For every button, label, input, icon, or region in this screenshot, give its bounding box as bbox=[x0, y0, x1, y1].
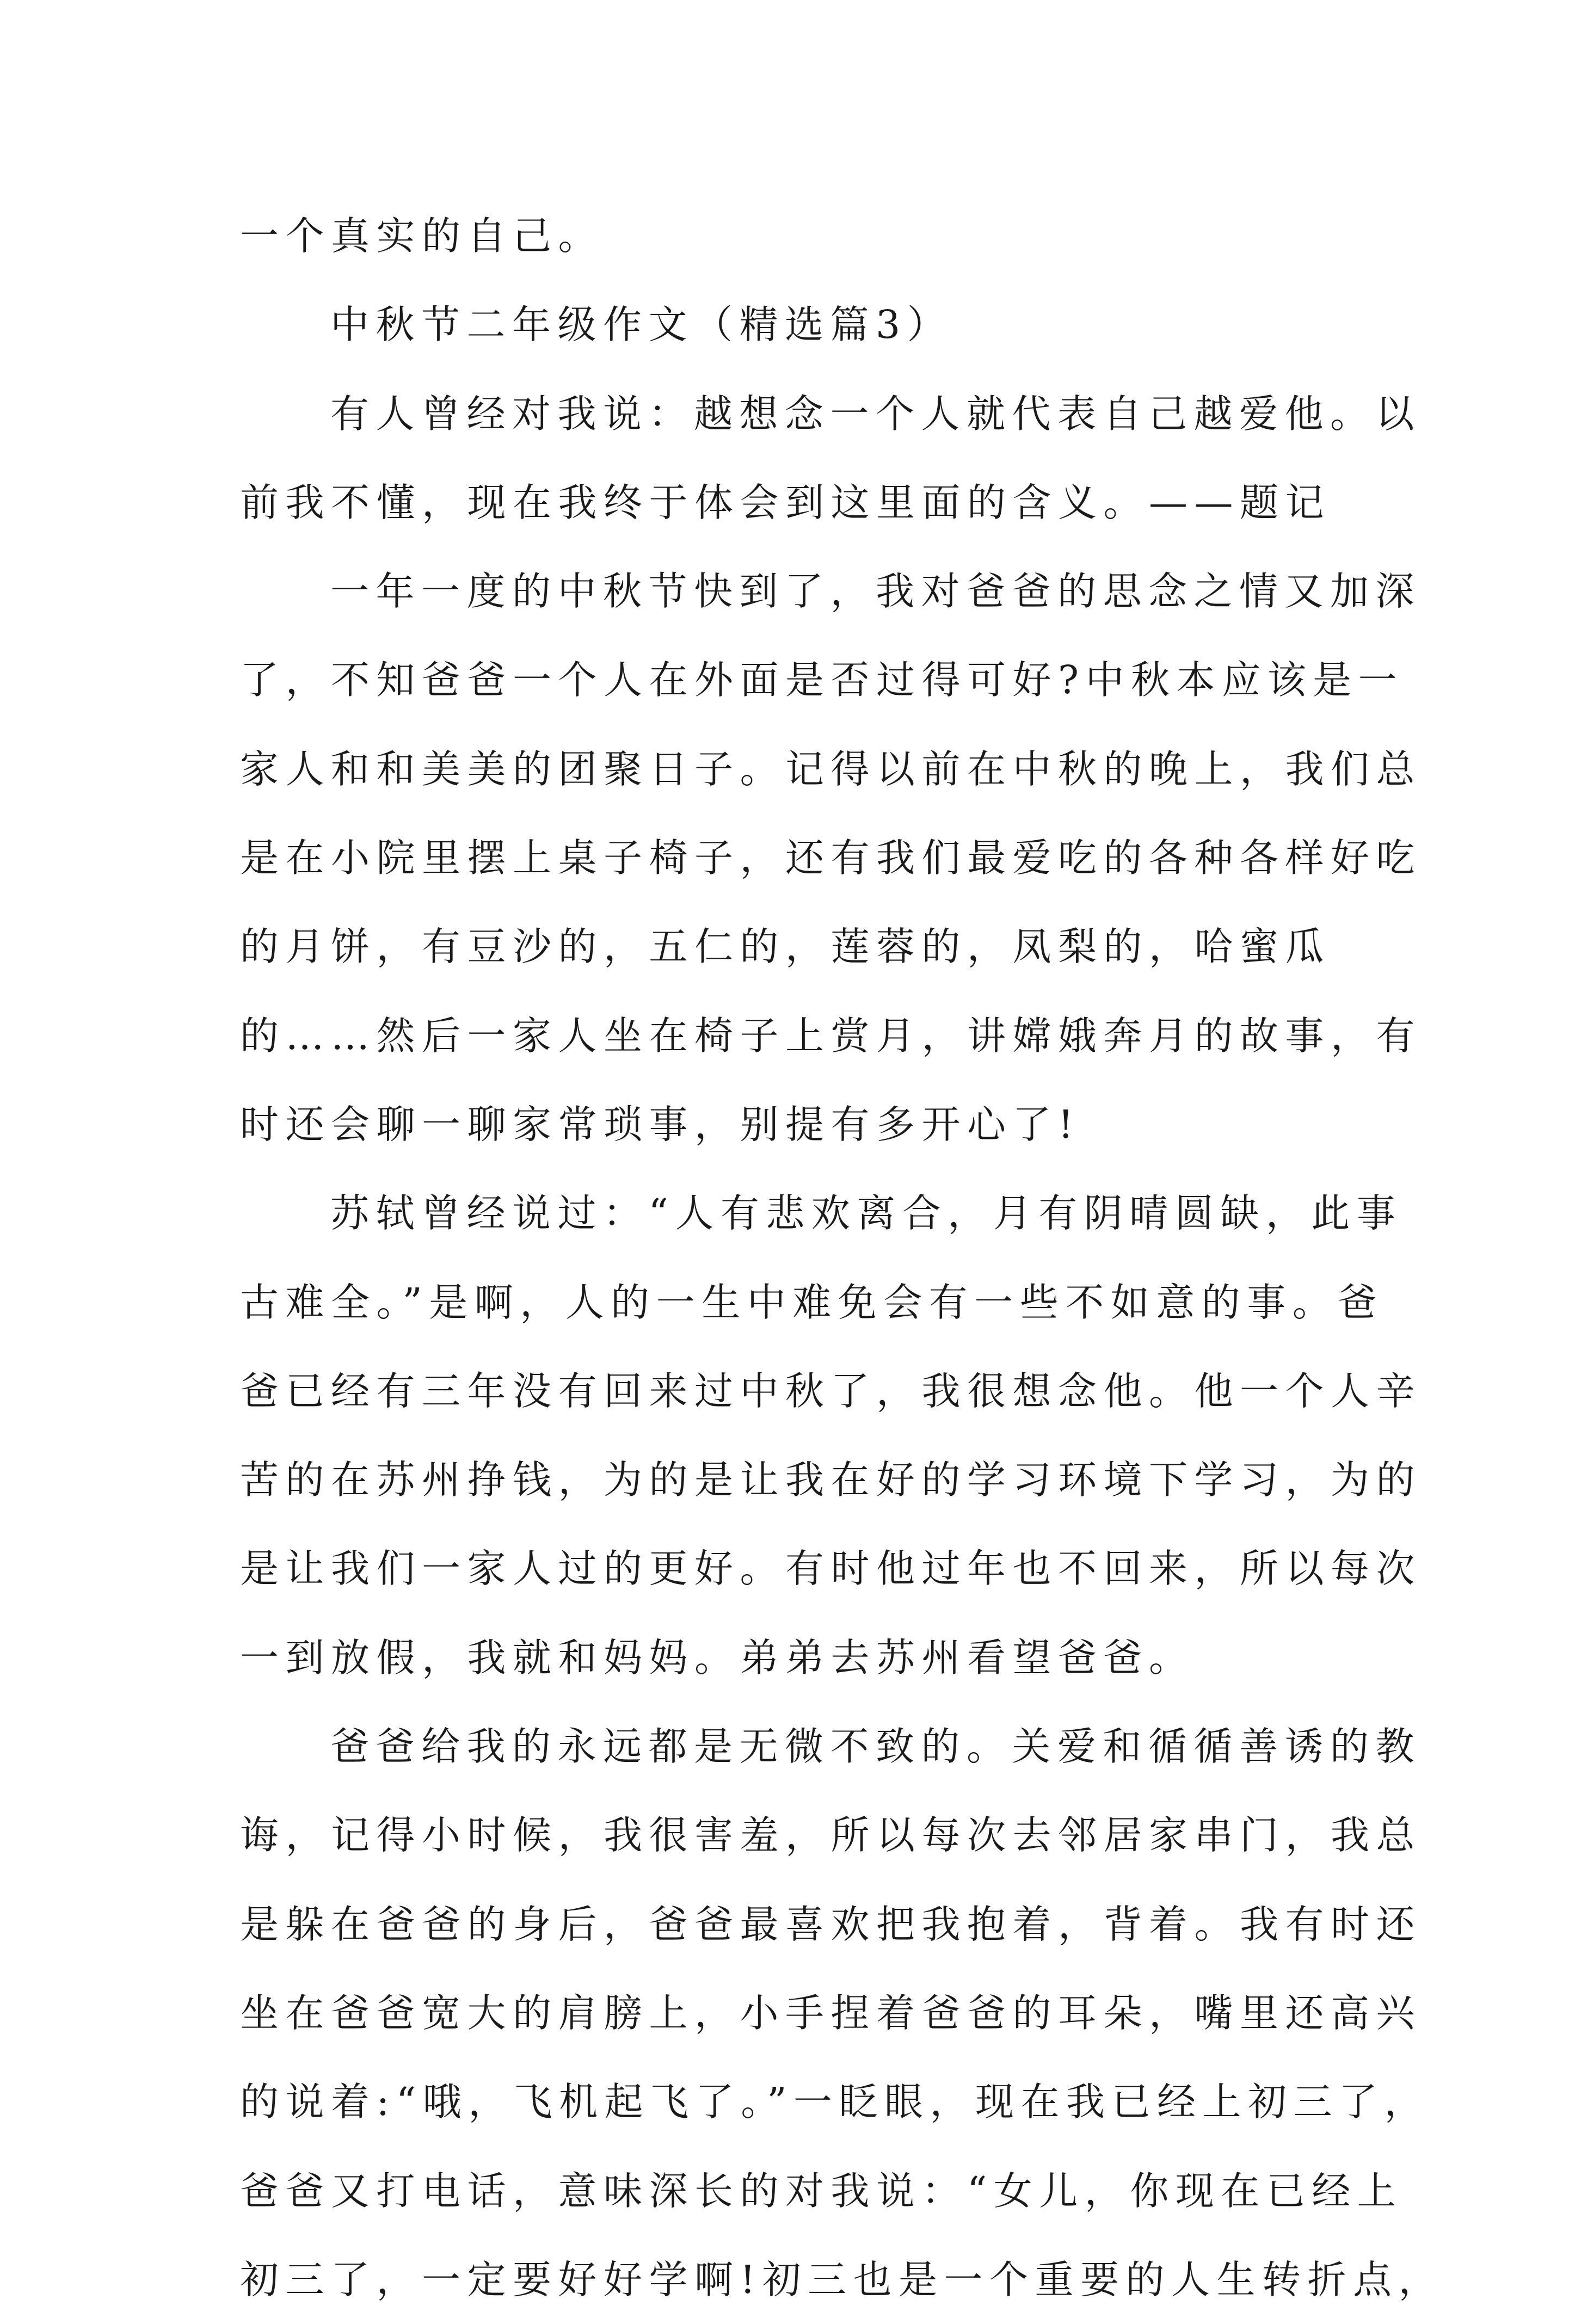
text-line: 苦的在苏州挣钱，为的是让我在好的学习环境下学习，为的 bbox=[240, 1457, 1422, 1503]
text-line: 一年一度的中秋节快到了，我对爸爸的思念之情又加深 bbox=[330, 569, 1422, 614]
section-heading: 中秋节二年级作文（精选篇3） bbox=[330, 302, 953, 348]
text-line: 诲，记得小时候，我很害羞，所以每次去邻居家串门，我总 bbox=[240, 1813, 1422, 1858]
text-line: 有人曾经对我说：越想念一个人就代表自己越爱他。以 bbox=[330, 391, 1422, 436]
text-line: 是让我们一家人过的更好。有时他过年也不回来，所以每次 bbox=[240, 1546, 1422, 1592]
text-line: 初三了，一定要好好学啊!初三也是一个重要的人生转折点， bbox=[240, 2257, 1444, 2302]
text-line: 前我不懂，现在我终于体会到这里面的含义。——题记 bbox=[240, 479, 1331, 525]
text-line: 家人和和美美的团聚日子。记得以前在中秋的晚上，我们总 bbox=[240, 746, 1422, 792]
text-line: 是在小院里摆上桌子椅子，还有我们最爱吃的各种各样好吃 bbox=[240, 835, 1422, 881]
text-line: 的……然后一家人坐在椅子上赏月，讲嫦娥奔月的故事，有 bbox=[240, 1013, 1422, 1058]
text-line: 一到放假，我就和妈妈。弟弟去苏州看望爸爸。 bbox=[240, 1635, 1195, 1680]
text-line: 坐在爸爸宽大的肩膀上，小手捏着爸爸的耳朵，嘴里还高兴 bbox=[240, 1990, 1422, 2036]
text-line: 爸爸给我的永远都是无微不致的。关爱和循循善诱的教 bbox=[330, 1724, 1422, 1770]
text-line: 时还会聊一聊家常琐事，别提有多开心了! bbox=[240, 1101, 1081, 1147]
text-line: 爸爸又打电话，意味深长的对我说：“女儿，你现在已经上 bbox=[240, 2168, 1403, 2214]
text-line: 的说着:“哦，飞机起飞了。”一眨眼，现在我已经上初三了， bbox=[240, 2079, 1430, 2125]
text-line: 爸已经有三年没有回来过中秋了，我很想念他。他一个人辛 bbox=[240, 1368, 1422, 1414]
text-line: 苏轼曾经说过：“人有悲欢离合，月有阴晴圆缺，此事 bbox=[330, 1191, 1402, 1236]
text-line: 了，不知爸爸一个人在外面是否过得可好?中秋本应该是一 bbox=[240, 657, 1404, 703]
text-line: 是躲在爸爸的身后，爸爸最喜欢把我抱着，背着。我有时还 bbox=[240, 1901, 1422, 1947]
text-line: 一个真实的自己。 bbox=[240, 213, 604, 258]
text-line: 古难全。”是啊，人的一生中难免会有一些不如意的事。爸 bbox=[240, 1279, 1383, 1325]
text-line: 的月饼，有豆沙的，五仁的，莲蓉的，凤梨的，哈蜜瓜 bbox=[240, 924, 1331, 970]
document-body bbox=[240, 192, 1444, 2324]
